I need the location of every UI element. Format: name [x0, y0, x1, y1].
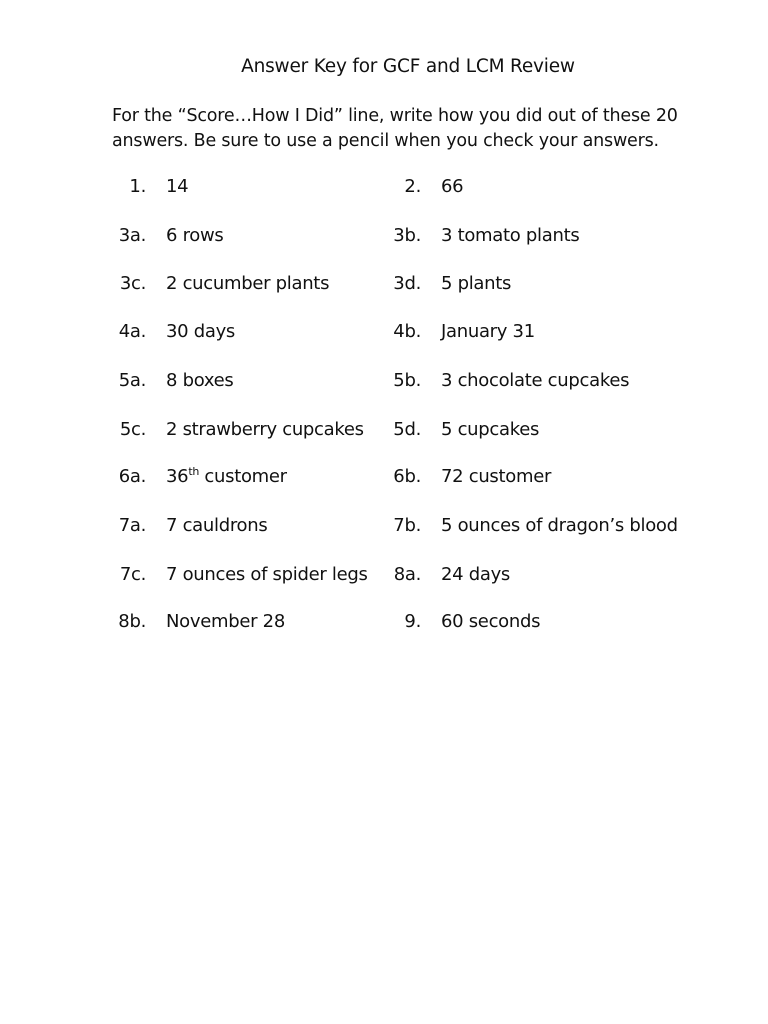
answer-row	[0, 464, 768, 490]
answer-value: 36	[166, 466, 189, 487]
ordinal-suffix: th	[188, 465, 199, 478]
answer-text: 3 chocolate cupcakes	[441, 370, 630, 391]
question-number: 8a.	[393, 564, 421, 585]
question-number: 4a.	[118, 321, 146, 342]
answer-text: 8 boxes	[166, 370, 234, 391]
question-number: 5b.	[393, 370, 421, 391]
answer-text: 7 ounces of spider legs	[166, 564, 368, 585]
answer-text: 72 customer	[441, 466, 552, 487]
question-number: 5d.	[393, 419, 421, 440]
answer-row	[0, 368, 768, 394]
instructions	[112, 104, 732, 154]
answer-text: 3 tomato plants	[441, 225, 580, 246]
answer-text: 5 cupcakes	[441, 419, 540, 440]
answer-row	[0, 223, 768, 249]
question-number: 4b.	[393, 321, 421, 342]
answer-text	[166, 464, 287, 490]
answer-text: 30 days	[166, 321, 236, 342]
question-number: 8b.	[118, 611, 146, 632]
question-number: 1.	[129, 176, 146, 197]
answer-text: 24 days	[441, 564, 511, 585]
question-number: 3d.	[393, 273, 421, 294]
question-number: 6a.	[118, 466, 146, 487]
answer-text: 7 cauldrons	[166, 515, 268, 536]
answer-row	[0, 271, 768, 297]
answer-text: 6 rows	[166, 225, 224, 246]
answer-row	[0, 562, 768, 588]
question-number: 7c.	[119, 564, 146, 585]
instructions-line-2: answers. Be sure to use a pencil when you check your answers.	[112, 131, 659, 151]
answer-row	[0, 174, 768, 200]
answer-row	[0, 609, 768, 635]
instructions-line-1: For the “Score…How I Did” line, write how you did out of these 20	[112, 106, 678, 126]
answer-row	[0, 513, 768, 539]
answer-text: 60 seconds	[441, 611, 541, 632]
page-title: Answer Key for GCF and LCM Review	[241, 56, 575, 77]
answer-unit: customer	[199, 466, 287, 487]
question-number: 2.	[404, 176, 421, 197]
answer-text: 2 cucumber plants	[166, 273, 330, 294]
answer-row	[0, 417, 768, 443]
question-number: 7b.	[393, 515, 421, 536]
answer-text: 14	[166, 176, 189, 197]
answer-row	[0, 319, 768, 345]
answer-text: 66	[441, 176, 464, 197]
question-number: 3b.	[393, 225, 421, 246]
question-number: 7a.	[118, 515, 146, 536]
question-number: 3c.	[119, 273, 146, 294]
question-number: 3a.	[118, 225, 146, 246]
answer-text: 5 ounces of dragon’s blood	[441, 515, 678, 536]
answer-text: January 31	[441, 321, 535, 342]
question-number: 6b.	[393, 466, 421, 487]
answer-text: November 28	[166, 611, 285, 632]
question-number: 5c.	[119, 419, 146, 440]
answer-text: 5 plants	[441, 273, 512, 294]
question-number: 9.	[404, 611, 421, 632]
answer-text: 2 strawberry cupcakes	[166, 419, 364, 440]
question-number: 5a.	[118, 370, 146, 391]
